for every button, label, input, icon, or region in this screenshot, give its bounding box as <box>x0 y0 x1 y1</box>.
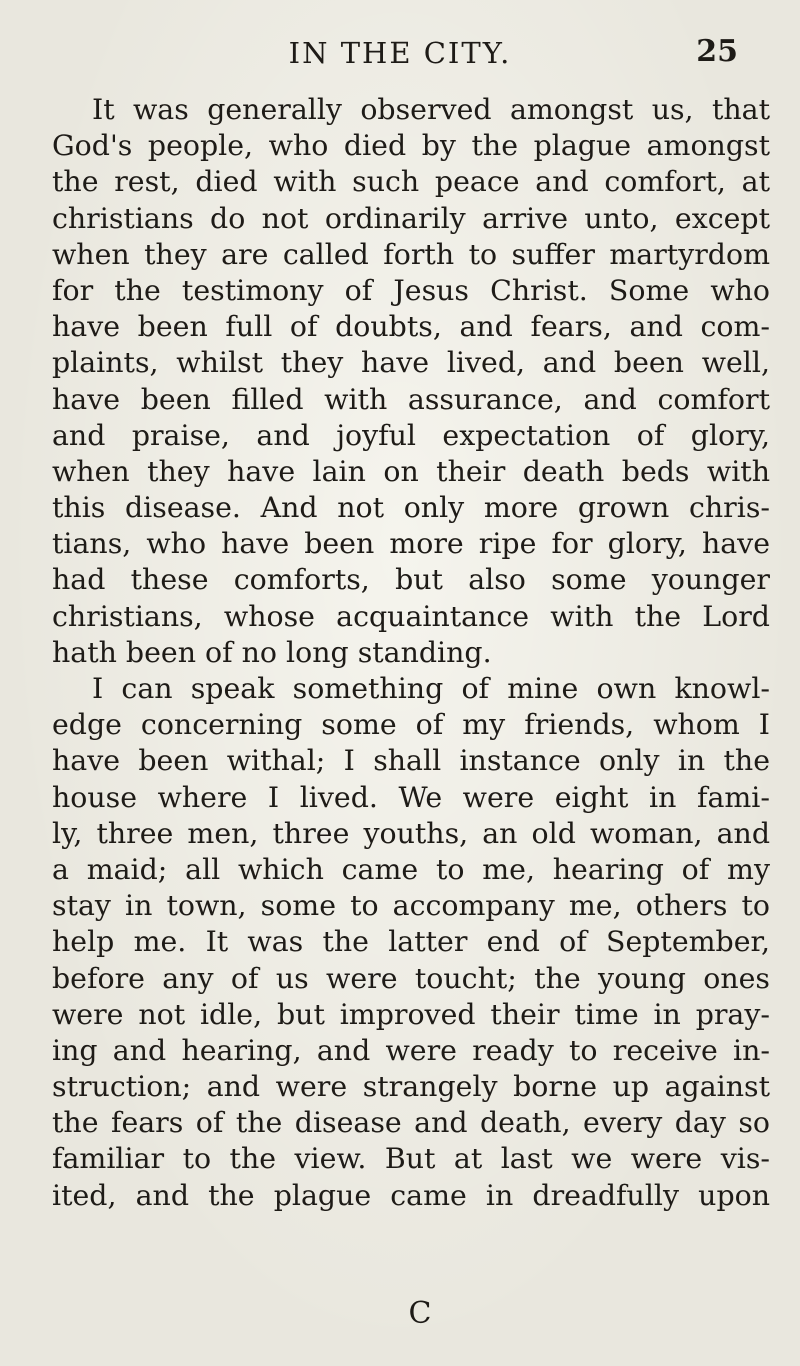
text-line: this disease. And not only more grown chris- <box>52 491 770 525</box>
text-line: God's people, who died by the plague amongst <box>52 129 770 163</box>
text-line: were not idle, but improved their time in pray- <box>52 997 770 1031</box>
text-line: christians, whose acquaintance with the Lord <box>52 599 770 633</box>
text-line: before any of us were toucht; the young ones <box>52 961 770 995</box>
text-line: and praise, and joyful expectation of glory, <box>52 418 770 452</box>
text-line: stay in town, some to accompany me, others to <box>52 889 770 923</box>
text-line: had these comforts, but also some younger <box>52 563 770 597</box>
text-line: house where I lived. We were eight in fami- <box>52 780 770 814</box>
text-line: edge concerning some of my friends, whom I <box>52 708 770 742</box>
text-line: It was generally observed amongst us, that <box>92 93 770 126</box>
text-line: have been full of doubts, and fears, and com- <box>52 310 770 344</box>
text-line: ited, and the plague came in dreadfully upon <box>52 1178 770 1212</box>
running-head <box>0 34 800 74</box>
text-line: plaints, whilst they have lived, and been well, <box>52 346 770 380</box>
running-title: IN THE CITY. <box>288 36 512 70</box>
text-line: have been withal; I shall instance only in the <box>52 744 770 778</box>
text-line: ing and hearing, and were ready to receive in- <box>52 1033 770 1067</box>
text-line: hath been of no long standing. <box>52 635 492 669</box>
page-number: 25 <box>696 34 738 69</box>
signature-mark: C <box>408 1296 432 1331</box>
text-line: I can speak something of mine own knowl- <box>92 672 770 705</box>
text-line: ly, three men, three youths, an old woman, and <box>52 816 770 850</box>
text-line: for the testimony of Jesus Christ. Some who <box>52 273 770 307</box>
text-line: when they are called forth to suffer martyrdom <box>52 237 770 271</box>
text-line: have been filled with assurance, and comfort <box>52 382 770 416</box>
text-line: familiar to the view. But at last we were vis- <box>52 1142 770 1176</box>
text-line: christians do not ordinarily arrive unto, except <box>52 201 770 235</box>
text-line: the rest, died with such peace and comfort, at <box>52 165 770 199</box>
text-line: tians, who have been more ripe for glory, have <box>52 527 770 561</box>
text-line: struction; and were strangely borne up against <box>52 1070 770 1104</box>
body-text <box>52 92 770 1214</box>
text-line: the fears of the disease and death, every day so <box>52 1106 770 1140</box>
text-line: when they have lain on their death beds with <box>52 454 770 488</box>
text-line: a maid; all which came to me, hearing of my <box>52 852 770 886</box>
text-line: help me. It was the latter end of September, <box>52 925 770 959</box>
